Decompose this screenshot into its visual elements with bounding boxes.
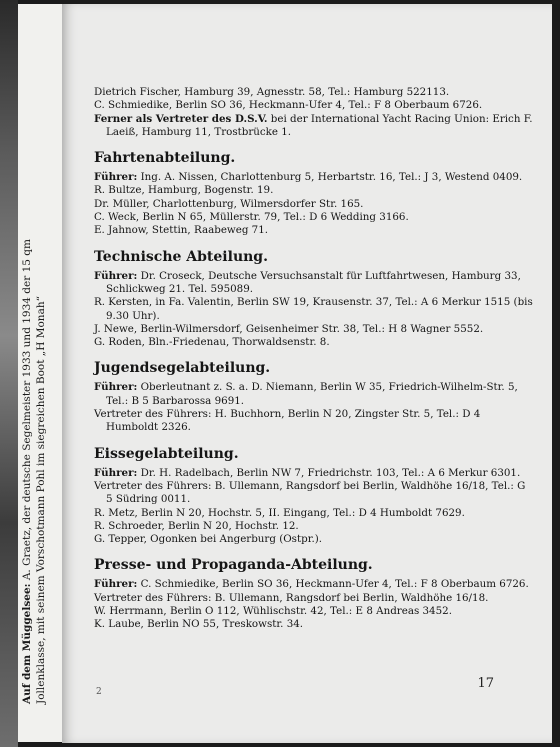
entry: [94, 224, 534, 237]
section-heading: Presse- und Propaganda-Abteilung.: [94, 557, 373, 574]
photo-caption: [20, 4, 48, 704]
section-jugend: [94, 359, 534, 434]
caption-line: [20, 4, 34, 704]
entry-text: W. Herrmann, Berlin O 112, Wühlischstr. 42, Tel.: E 8 Andreas 3452.: [94, 605, 452, 618]
entry: [94, 336, 534, 349]
caption-text: A. Graetz, der deutsche Segelmeister 1933 und 1934 der 15 qm: [21, 239, 33, 584]
entry-lead: Führer:: [94, 269, 138, 282]
entry-text: C. Schmiedike, Berlin SO 36, Heckmann-Ufer 4, Tel.: F 8 Oberbaum 6726.: [94, 99, 483, 112]
entry-text: Dr. Croseck, Deutsche Versuchsanstalt für Luftfahrtwesen, Hamburg 33, Schlickweg 21. Tel. 595089.: [106, 269, 521, 295]
entry: [94, 480, 534, 507]
entry-text: Dietrich Fischer, Hamburg 39, Agnesstr. 58, Tel.: Hamburg 522113.: [94, 86, 450, 98]
entry-text: G. Roden, Bln.-Friedenau, Thorwaldsenstr. 8.: [94, 336, 330, 349]
entry: [94, 592, 534, 605]
entry: [94, 507, 534, 520]
section-technik: [94, 248, 534, 350]
page-content: [94, 86, 534, 632]
entry-text: Vertreter des Führers: B. Ullemann, Rangsdorf bei Berlin, Waldhöhe 16/18.: [94, 591, 489, 604]
entry-lead: Führer:: [94, 578, 138, 591]
entry-text: Dr. Müller, Charlottenburg, Wilmersdorfer Str. 165.: [94, 197, 364, 210]
entry: [94, 171, 534, 184]
entry: [94, 467, 534, 480]
entry-lead: Führer:: [94, 171, 138, 184]
facing-photo-edge: [0, 0, 18, 747]
section-presse: [94, 556, 534, 631]
entry: [94, 86, 534, 99]
caption-location: Auf dem Müggelsee:: [21, 583, 33, 704]
entry: [94, 520, 534, 533]
top-entries: [94, 86, 534, 139]
entry-text: C. Weck, Berlin N 65, Müllerstr. 79, Tel.: D 6 Wedding 3166.: [94, 211, 409, 224]
entry-text: J. Newe, Berlin-Wilmersdorf, Geisenheimer Str. 38, Tel.: H 8 Wagner 5552.: [94, 322, 484, 335]
entry: [94, 578, 534, 591]
entry-text: R. Schroeder, Berlin N 20, Hochstr. 12.: [94, 519, 299, 532]
section-heading: Eissegelabteilung.: [94, 445, 239, 462]
entry: [94, 211, 534, 224]
entry: [94, 533, 534, 546]
entry: [94, 113, 534, 140]
entry: [94, 618, 534, 631]
entry-text: Vertreter des Führers: B. Ullemann, Rangsdorf bei Berlin, Waldhöhe 16/18, Tel.: G 5 Südring 0011.: [94, 479, 526, 506]
book-page: [62, 4, 552, 743]
entry-text: K. Laube, Berlin NO 55, Treskowstr. 34.: [94, 618, 304, 631]
caption-line: [34, 4, 48, 704]
entry-text: Ing. A. Nissen, Charlottenburg 5, Herbartstr. 16, Tel.: J 3, Westend 0409.: [137, 171, 523, 184]
entry-text: G. Tepper, Ogonken bei Angerburg (Ostpr.).: [94, 533, 323, 546]
entry-text: Oberleutnant z. S. a. D. Niemann, Berlin W 35, Friedrich-Wilhelm-Str. 5, Tel.: B 5 Barbarossa 9691.: [106, 381, 518, 407]
page-number: 17: [477, 676, 494, 691]
signature-mark: 2: [96, 687, 102, 697]
left-page-margin: [18, 4, 63, 742]
entry: [94, 184, 534, 197]
entry: [94, 381, 534, 408]
entry: [94, 99, 534, 112]
entry-lead: Führer:: [94, 381, 138, 394]
entry: [94, 198, 534, 211]
section-eissegel: [94, 445, 534, 547]
section-heading: Jugendsegelabteilung.: [94, 360, 271, 377]
entry: [94, 605, 534, 618]
entry-text: C. Schmiedike, Berlin SO 36, Heckmann-Ufer 4, Tel.: F 8 Oberbaum 6726.: [137, 578, 529, 591]
entry-text: E. Jahnow, Stettin, Raabeweg 71.: [94, 224, 269, 237]
entry-text: Vertreter des Führers: H. Buchhorn, Berlin N 20, Zingster Str. 5, Tel.: D 4 Humboldt 2326.: [94, 408, 481, 434]
entry-text: R. Bultze, Hamburg, Bogenstr. 19.: [94, 184, 274, 197]
entry-text: R. Metz, Berlin N 20, Hochstr. 5, II. Eingang, Tel.: D 4 Humboldt 7629.: [94, 506, 465, 519]
caption-text: Jollenklasse, mit seinem Vorschotmann Pohl im siegreichen Boot „H Monah“: [35, 296, 47, 704]
entry: [94, 296, 534, 323]
entry: [94, 270, 534, 297]
section-heading: Technische Abteilung.: [94, 248, 268, 265]
entry-text: R. Kersten, in Fa. Valentin, Berlin SW 19, Krausenstr. 37, Tel.: A 6 Merkur 1515 (bis 9.30 Uhr).: [94, 296, 533, 322]
entry: [94, 408, 534, 435]
entry-text: Dr. H. Radelbach, Berlin NW 7, Friedrichstr. 103, Tel.: A 6 Merkur 6301.: [137, 466, 521, 479]
entry: [94, 323, 534, 336]
section-fahrten: [94, 149, 534, 237]
entry-text: bei der International Yacht Racing Union: Erich F. Laeiß, Hamburg 11, Trostbrücke 1.: [106, 112, 533, 138]
entry-lead: Führer:: [94, 466, 138, 479]
entry-lead: Ferner als Vertreter des D.S.V.: [94, 112, 268, 125]
section-heading: Fahrtenabteilung.: [94, 150, 236, 167]
